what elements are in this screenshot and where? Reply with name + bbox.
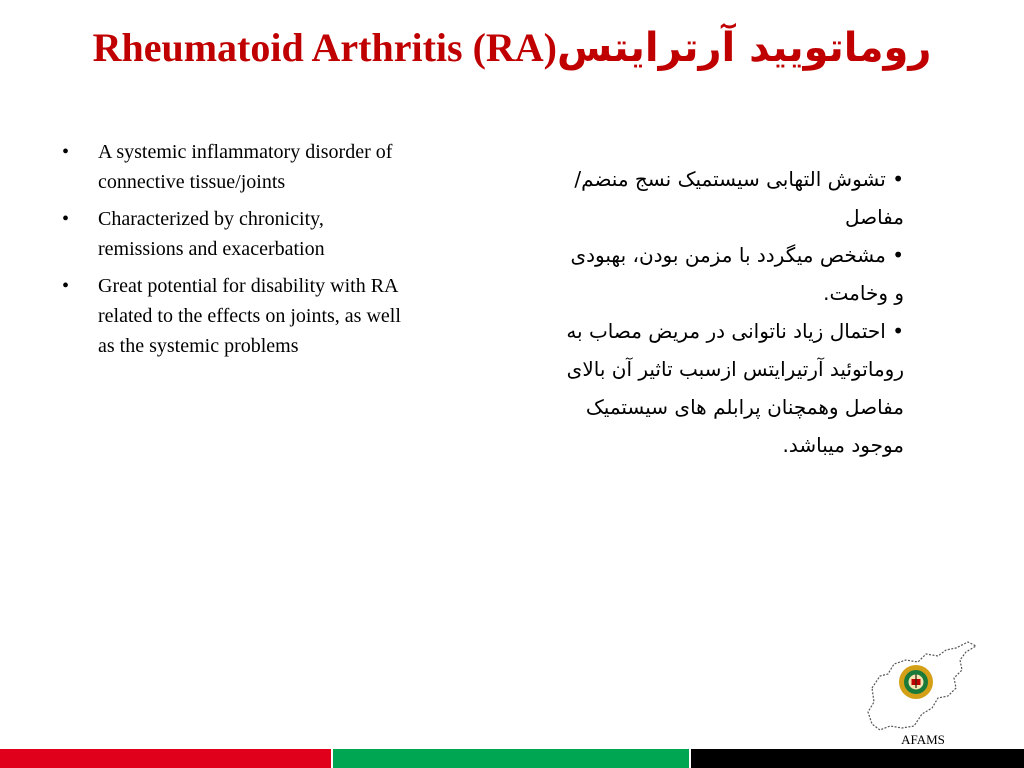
footer-afams-label: AFAMS [901, 732, 945, 747]
footer-bar-black [691, 749, 1024, 768]
bullet-text: A systemic inflammatory disorder of connective tissue/joints [98, 141, 393, 193]
afghanistan-map-logo [858, 636, 986, 736]
footer-bar-green [333, 749, 689, 768]
footer-bar-red [0, 749, 331, 768]
persian-paragraph: • مشخص میگردد با مزمن بودن، بهبودی و وخامت. [570, 243, 904, 305]
bullet-icon: • [62, 208, 70, 230]
title-english: Rheumatoid Arthritis (RA) [92, 25, 557, 70]
list-item [62, 271, 402, 361]
persian-paragraph: • احتمال زیاد ناتوانی در مریض مصاب به روماتوئید آرتیرایتس ازسبب تاثیر آن بالای مفاصل وهمچنان پرابلم های سیستمیک موجود میباشد. [566, 319, 904, 457]
persian-paragraph: • تشوش التهابی سیستمیک نسج منضم/ مفاصل [574, 167, 904, 229]
bullet-text: Characterized by chronicity, remissions and exacerbation [98, 208, 325, 260]
english-bullet-list [62, 137, 402, 368]
list-item [62, 137, 402, 197]
title-persian: روماتویید آرترایتس [557, 25, 932, 71]
slide-title [0, 24, 1024, 71]
bullet-icon: • [62, 275, 70, 297]
list-item [62, 204, 402, 264]
bullet-text: Great potential for disability with RA related to the effects on joints, as well as the systemic problems [98, 275, 401, 357]
bullet-icon: • [62, 141, 70, 163]
persian-text-block [560, 160, 904, 464]
